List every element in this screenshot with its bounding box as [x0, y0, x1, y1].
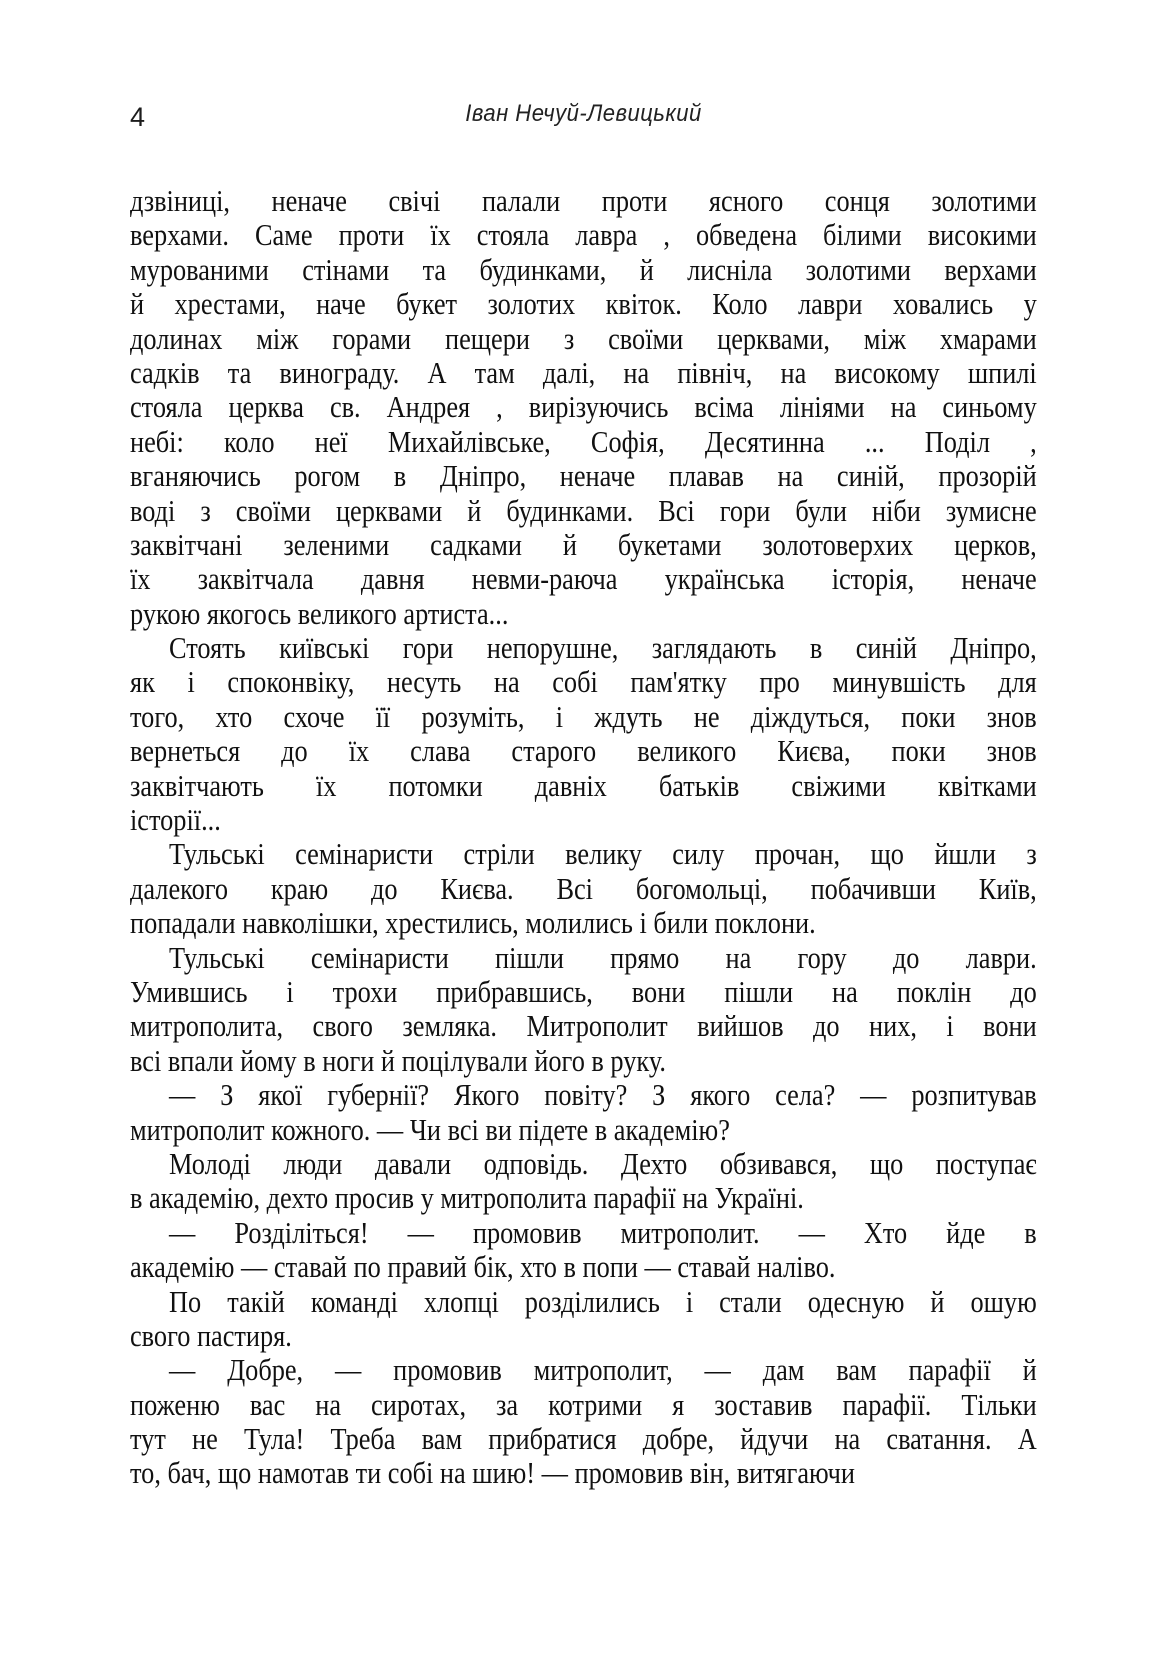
text-line: — З якої губернії? Якого повіту? З якого села? — розпитував: [169, 1077, 1037, 1113]
text-line: того, хто схоче її розуміть, і ждуть не діждуться, поки знов: [130, 698, 1037, 734]
text-line: історії...: [130, 802, 221, 838]
text-line: Тульські семінаристи стріли велику силу прочан, що йшли з: [169, 836, 1037, 872]
paragraph: [130, 1147, 1037, 1216]
text-line: заквітчані зеленими садками й букетами золотоверхих церков,: [130, 526, 1037, 562]
text-line: стояла церква св. Андрея , вирізуючись всіма лініями на синьому: [130, 389, 1037, 425]
text-line: далекого краю до Києва. Всі богомольці, побачивши Київ,: [130, 870, 1037, 906]
text-line: Тульські семінаристи пішли прямо на гору до лаври.: [169, 939, 1037, 975]
text-line: долинах між горами пещери з своїми церквами, між хмарами: [130, 320, 1037, 356]
text-line: поженю вас на сиротах, за котрими я зоставив парафії. Тільки: [130, 1386, 1037, 1422]
text-line: тут не Тула! Треба вам прибратися добре, йдучи на сватання. А: [130, 1421, 1037, 1457]
text-line: й хрестами, наче букет золотих квіток. Коло лаври ховались у: [130, 286, 1037, 322]
text-line: заквітчають їх потомки давніх батьків свіжими квітками: [130, 767, 1037, 803]
text-line: — Добре, — промовив митрополит, — дам вам парафії й: [169, 1352, 1037, 1388]
text-line: рукою якогось великого артиста...: [130, 595, 509, 631]
text-line: всі впали йому в ноги й поцілували його в руку.: [130, 1042, 666, 1078]
text-line: По такій команді хлопці розділились і стали одесную й ошую: [169, 1283, 1037, 1319]
paragraph: [130, 1353, 1037, 1491]
running-head: [130, 100, 1037, 140]
paragraph: [130, 1216, 1037, 1285]
page-number: 4: [130, 102, 146, 132]
text-line: як і споконвіку, несуть на собі пам'ятку про минувшість для: [130, 664, 1037, 700]
running-header-title: Іван Нечуй-Левицький: [465, 100, 702, 127]
paragraph: [130, 1078, 1037, 1147]
text-line: митрополит кожного. — Чи всі ви підете в академію?: [130, 1111, 730, 1147]
text-line: Стоять київські гори непорушне, заглядають в синій Дніпро,: [169, 630, 1037, 666]
text-line: вернеться до їх слава старого великого Києва, поки знов: [130, 733, 1037, 769]
text-line: свого пастиря.: [130, 1317, 292, 1353]
text-line: Умившись і трохи прибравшись, вони пішли на поклін до: [130, 973, 1037, 1009]
text-line: мурованими стінами та будинками, й лисніла золотими верхами: [130, 251, 1037, 287]
paragraph: [130, 941, 1037, 1079]
paragraph: [130, 837, 1037, 940]
text-line: митрополита, свого земляка. Митрополит вийшов до них, і вони: [130, 1008, 1037, 1044]
text-line: їх заквітчала давня невми-раюча українська історія, неначе: [130, 561, 1037, 597]
text-line: попадали навколішки, хрестились, молились і били поклони.: [130, 905, 816, 941]
text-line: — Розділіться! — промовив митрополит. — Хто йде в: [169, 1214, 1037, 1250]
text-line: то, бач, що намотав ти собі на шию! — промовив він, витягаючи: [130, 1455, 855, 1491]
text-line: садків та винограду. А там далі, на північ, на високому шпилі: [130, 354, 1037, 390]
text-line: дзвіниці, неначе свічі палали проти ясного сонця золотими: [130, 183, 1037, 218]
paragraph: [130, 631, 1037, 837]
text-line: небі: коло неї Михайлівське, Софія, Десятинна ... Поділ ,: [130, 423, 1037, 459]
text-line: вганяючись рогом в Дніпро, неначе плавав на синій, прозорій: [130, 458, 1037, 494]
text-line: Молоді люди давали одповідь. Дехто обзивався, що поступає: [169, 1145, 1037, 1181]
paragraph: [130, 1285, 1037, 1354]
text-line: в академію, дехто просив у митрополита парафії на Україні.: [130, 1180, 804, 1216]
text-line: верхами. Саме проти їх стояла лавра , обведена білими високими: [130, 217, 1037, 253]
page-body-text: [130, 184, 1037, 1491]
text-line: академію — ставай по правий бік, хто в попи — ставай наліво.: [130, 1249, 836, 1285]
paragraph: [130, 184, 1037, 631]
text-line: воді з своїми церквами й будинками. Всі гори були ніби зумисне: [130, 492, 1037, 528]
